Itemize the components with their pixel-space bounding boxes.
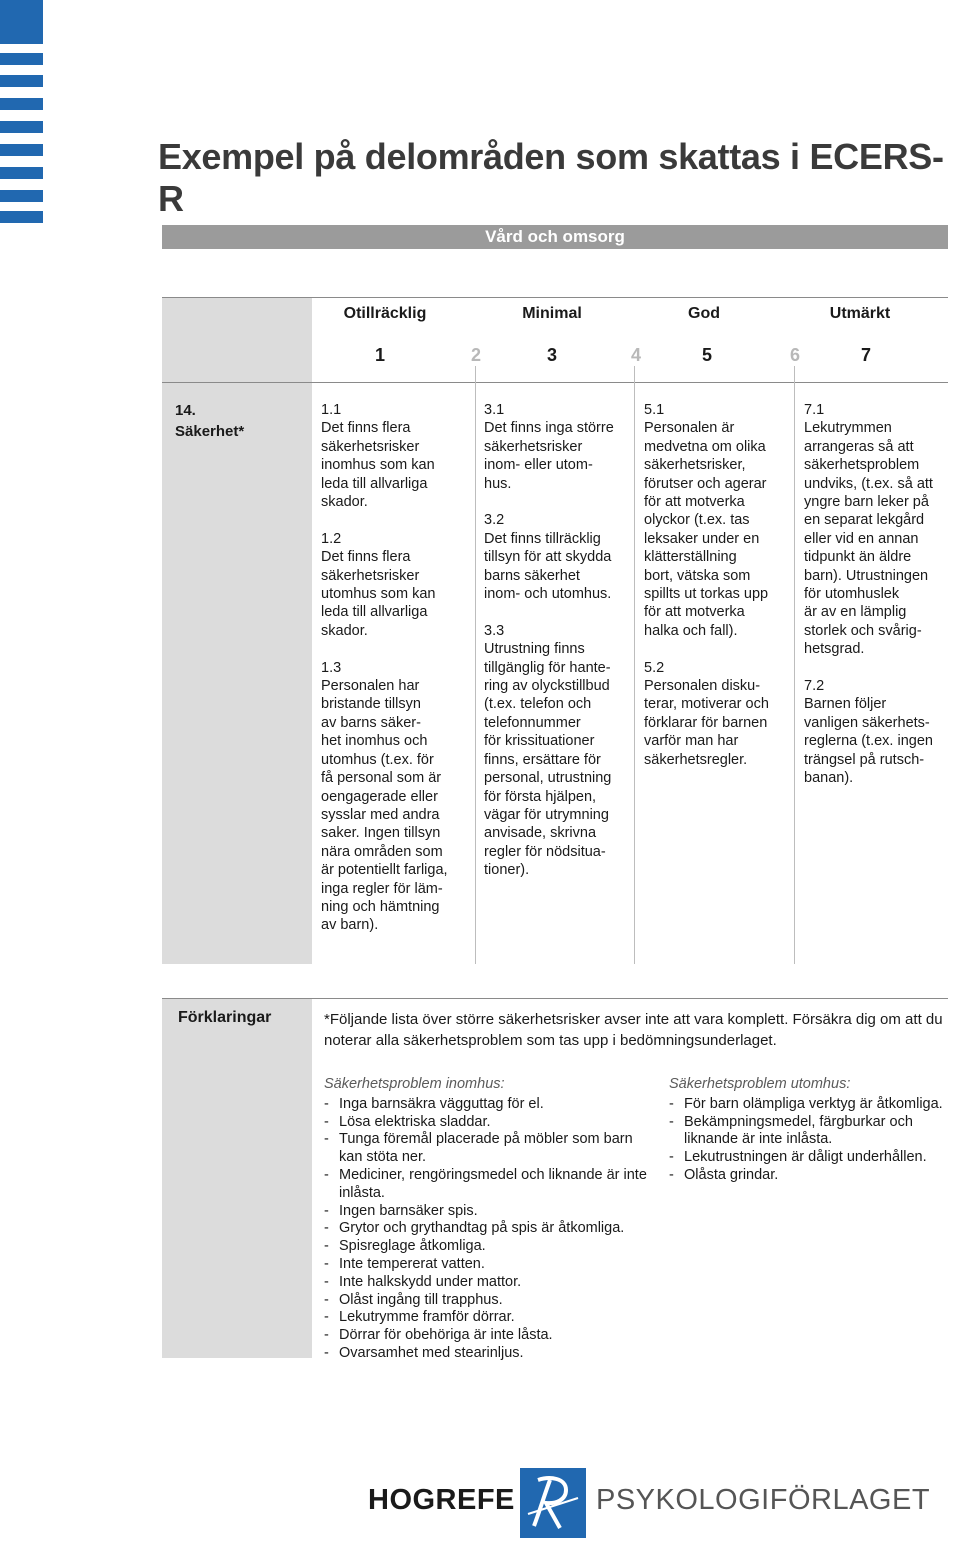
indoor-risks-heading: Säkerhetsproblem inomhus: <box>324 1076 505 1092</box>
rating-header-excellent: Utmärkt <box>829 305 891 322</box>
scale-number: 1 <box>374 345 385 365</box>
indoor-risks <box>324 1076 659 1363</box>
rating-header-good: God <box>688 305 720 322</box>
stripe <box>0 98 43 110</box>
divider <box>162 382 948 383</box>
list-item: - Olåst ingång till trapphus. <box>324 1292 659 1310</box>
list-item: - Mediciner, rengöringsmedel och liknande är inte inlåsta. <box>324 1167 659 1203</box>
rating-header-minimal: Minimal <box>522 305 582 322</box>
rating-header-inadequate: Otillräcklig <box>343 305 427 322</box>
indicator: 3.2 Det finns tillräcklig tillsyn för att skydda barns säkerhet inom- och utomhus. <box>484 512 612 603</box>
indicator: 7.2 Barnen följer vanligen säkerhets- reglerna (t.ex. ingen trängsel på rutsch- banan). <box>804 678 933 787</box>
indicator-column-3 <box>484 401 632 880</box>
outdoor-risks-heading: Säkerhetsproblem utomhus: <box>669 1076 851 1092</box>
item-panel <box>162 297 312 964</box>
indicator-column-1 <box>321 401 471 935</box>
list-item: - Ovarsamhet med stearinljus. <box>324 1345 659 1363</box>
indicator: 3.1 Det finns inga större säkerhetsrisker inom- eller utom- hus. <box>484 402 614 492</box>
list-item: - Dörrar för obehöriga är inte låsta. <box>324 1327 659 1345</box>
item-label <box>175 400 244 442</box>
scale-number: 6 <box>789 345 800 365</box>
stripe <box>0 75 43 87</box>
indicator: 5.2 Personalen disku- terar, motiverar och förklarar för barnen varför man har säkerhetsregler. <box>644 659 769 768</box>
list-item: - Lekutrymme framför dörrar. <box>324 1309 659 1327</box>
stripe <box>0 211 43 223</box>
explanations-panel <box>162 998 312 1358</box>
stripe <box>0 0 43 44</box>
section-title-bar: Vård och omsorg <box>162 225 948 249</box>
scale-number: 4 <box>630 345 641 365</box>
stripe <box>0 167 43 179</box>
list-item: - Tunga föremål placerade på möbler som barn kan stöta ner. <box>324 1131 659 1167</box>
explanations-note: *Följande lista över större säkerhetsrisker avser inte att vara komplett. Försäkra dig om att du noterar alla säkerhetsproblem som tas upp i bedömningsunderlaget. <box>324 1011 943 1049</box>
indoor-risk-list <box>324 1096 659 1363</box>
list-item: - Spisreglage åtkomliga. <box>324 1238 659 1256</box>
column-divider <box>475 366 476 964</box>
stripe <box>0 121 43 133</box>
list-item: - Ingen barnsäker spis. <box>324 1203 659 1221</box>
scale-number: 2 <box>470 345 481 365</box>
list-item: - Inga barnsäkra vägguttag för el. <box>324 1096 659 1114</box>
indicator-column-5 <box>644 401 792 769</box>
logo-mark-svg <box>520 1468 586 1538</box>
publisher-logo <box>366 1468 931 1538</box>
list-item: - Lekutrustningen är dåligt underhållen. <box>669 1149 955 1167</box>
explanations-label: Förklaringar <box>178 1009 272 1026</box>
column-divider <box>634 366 635 964</box>
list-item: - Grytor och grythandtag på spis är åtkomliga. <box>324 1220 659 1238</box>
scale-number: 7 <box>860 345 871 365</box>
divider <box>162 297 948 298</box>
divider <box>162 998 948 999</box>
outdoor-risk-list <box>669 1096 955 1185</box>
indicator: 7.1 Lekutrymmen arrangeras så att säkerhetsproblem undviks, (t.ex. så att yngre barn leker på en separat lekgård eller vid en annan tidpunkt än äldre barn). Utrustningen för utomhuslek är av en lämplig storlek och svårig- hetsgrad. <box>804 402 933 658</box>
list-item: - Lösa elektriska sladdar. <box>324 1114 659 1132</box>
logo-mark-icon <box>520 1468 586 1538</box>
logo-psykologiforlaget: PSYKOLOGIFÖRLAGET <box>596 1484 931 1516</box>
list-item: - Olåsta grindar. <box>669 1167 955 1185</box>
indicator: 1.1 Det finns flera säkerhetsrisker inomhus som kan leda till allvarliga skador. <box>321 402 435 511</box>
list-item: - Inte tempererat vatten. <box>324 1256 659 1274</box>
outdoor-risks <box>669 1076 955 1185</box>
list-item: - Inte halkskydd under mattor. <box>324 1274 659 1292</box>
list-item: - Bekämpningsmedel, färgburkar och liknande är inte inlåsta. <box>669 1114 955 1150</box>
logo-hogrefe: HOGREFE <box>368 1484 515 1516</box>
indicator-column-7 <box>804 401 954 788</box>
stripe <box>0 190 43 202</box>
item-name: Säkerhet* <box>175 423 245 440</box>
scale-number: 3 <box>546 345 557 365</box>
indicator: 3.3 Utrustning finns tillgänglig för hante- ring av olyckstillbud (t.ex. telefon och telefonnummer för krissituationer finns, ersättare för personal, utrustning för första hjälpen, vägar för utrymning anvisade, skrivna regler för nödsitua- tioner). <box>484 622 612 879</box>
indicator: 1.2 Det finns flera säkerhetsrisker utomhus som kan leda till allvarliga skador. <box>321 530 436 639</box>
list-item: - För barn olämpliga verktyg är åtkomliga. <box>669 1096 955 1114</box>
stripe <box>0 144 43 156</box>
indicator: 1.3 Personalen har bristande tillsyn av barns säker- het inomhus och utomhus (t.ex. för få personal som är oengagerade eller sysslar med andra saker. Ingen tillsyn nära områden som är potentiellt farliga, inga regler för läm- ning och hämtning av barn). <box>321 659 448 934</box>
scale-number: 5 <box>701 345 712 365</box>
stripe <box>0 53 43 65</box>
page-title: Exempel på delområden som skattas i ECERS-R <box>158 136 944 219</box>
indicator: 5.1 Personalen är medvetna om olika säkerhetsrisker, förutser och agerar för att motverka olyckor (t.ex. tas leksaker under en klätterställning bort, vätska som spillts ut torkas upp för att motverka halka och fall). <box>644 402 769 639</box>
item-number: 14. <box>175 402 196 419</box>
column-divider <box>794 366 795 964</box>
